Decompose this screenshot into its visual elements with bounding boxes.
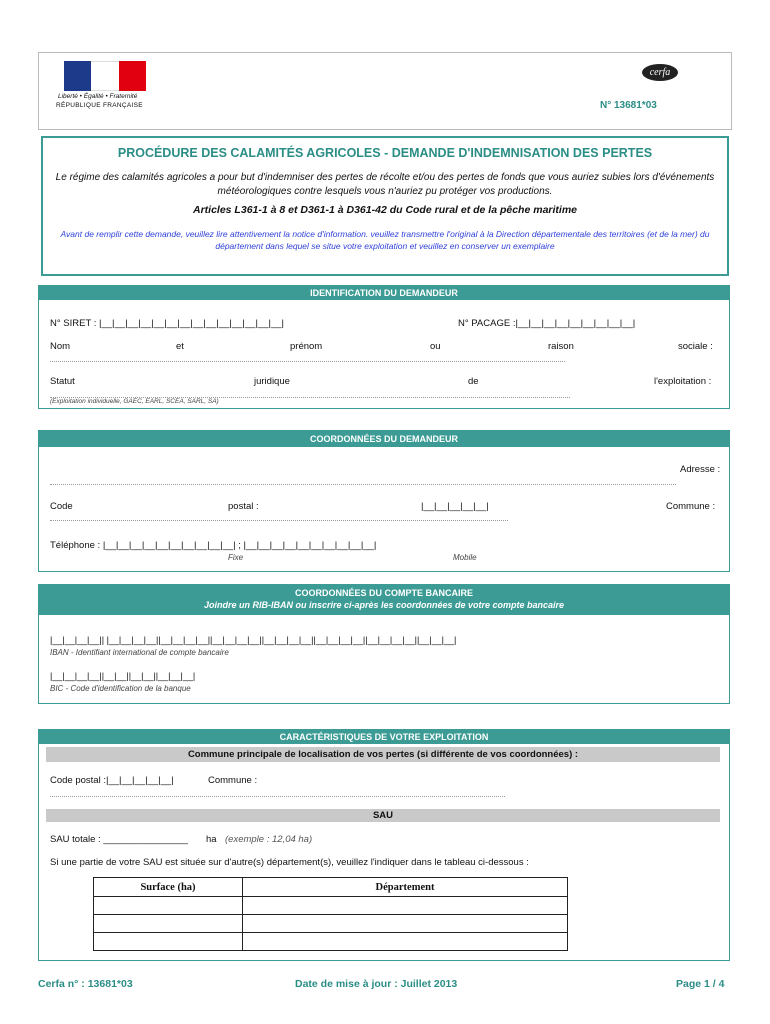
intro-text: Le régime des calamités agricoles a pour but d'indemniser des pertes de récolte et/ou des pertes de fonds que vous auriez subies lors d'événements météorologiques contre lesquels vous n'auriez pu protéger vos productions. xyxy=(55,172,715,197)
exploitation-commune-label: Commune : xyxy=(208,775,258,786)
iban-label: IBAN - Identifiant international de compte bancaire xyxy=(50,648,229,657)
table-row xyxy=(94,897,568,915)
commune-input-line[interactable] xyxy=(50,520,508,521)
commune-label: Commune : xyxy=(666,501,716,512)
banque-title: COORDONNÉES DU COMPTE BANCAIRE xyxy=(294,588,473,598)
nom-label: Nom xyxy=(50,341,71,352)
exemple-hint: (exemple : 12,04 ha) xyxy=(225,834,313,845)
siret-field[interactable]: N° SIRET : |__|__|__|__|__|__|__|__|__|__|__|__|__|__| xyxy=(50,318,284,329)
statut-label: l'exploitation : xyxy=(654,376,712,387)
departement-cell[interactable] xyxy=(243,897,568,915)
surface-header: Surface (ha) xyxy=(94,878,243,897)
notice-text: Avant de remplir cette demande, veuillez lire attentivement la notice d'information. veuillez transmettre l'original à la Direction départementale des territoires (et de la mer) du département dans lequel se situe votre exploitation et veuillez en conserver un exemplaire xyxy=(60,229,710,251)
code-postal-field[interactable]: |__|__|__|__|__| xyxy=(421,501,489,512)
statut-label: Statut xyxy=(50,376,75,387)
footer-date: Date de mise à jour : Juillet 2013 xyxy=(295,978,458,990)
departement-cell[interactable] xyxy=(243,915,568,933)
footer-cerfa: Cerfa n° : 13681*03 xyxy=(38,978,133,990)
nom-label: ou xyxy=(430,341,441,352)
adresse-label: Adresse : xyxy=(680,464,721,475)
exploitation-commune-line[interactable] xyxy=(50,796,505,797)
cerfa-number: N° 13681*03 xyxy=(600,100,657,111)
adresse-input-line[interactable] xyxy=(50,484,676,485)
nom-label: prénom xyxy=(290,341,323,352)
iban-field[interactable]: |__|__|__|__|| |__|__|__|__||__|__|__|__||__|__|__|__||__|__|__|__||__|__|__|__||__|__|__|__||__|__|__| xyxy=(50,635,457,645)
nom-label: raison xyxy=(548,341,574,352)
bic-field[interactable]: |__|__|__|__||__|__||__|__||__|__|__| xyxy=(50,671,196,681)
telephone-field[interactable]: Téléphone : |__|__|__|__|__|__|__|__|__|__| ; |__|__|__|__|__|__|__|__|__|__| xyxy=(50,540,377,551)
coordonnees-title: COORDONNÉES DU DEMANDEUR xyxy=(39,431,729,447)
departement-cell[interactable] xyxy=(243,933,568,951)
footer-page: Page 1 / 4 xyxy=(676,978,725,990)
exploitation-title: CARACTÉRISTIQUES DE VOTRE EXPLOITATION xyxy=(39,730,729,744)
nom-label: sociale : xyxy=(678,341,713,352)
bic-label: BIC - Code d'identification de la banque xyxy=(50,684,191,693)
marianne-logo xyxy=(54,57,154,115)
statut-hint: (Exploitation individuelle, GAEC, EARL, SCEA, SARL, SA) xyxy=(50,398,219,405)
code-label: Code xyxy=(50,501,73,512)
identification-title: IDENTIFICATION DU DEMANDEUR xyxy=(39,286,729,300)
french-flag-icon xyxy=(64,61,146,91)
ha-label: ha xyxy=(206,834,217,845)
exploitation-code-postal-field[interactable]: Code postal :|__|__|__|__|__| xyxy=(50,775,174,786)
form-title: PROCÉDURE DES CALAMITÉS AGRICOLES - DEMANDE D'INDEMNISATION DES PERTES xyxy=(117,146,653,160)
postal-label: postal : xyxy=(228,501,259,512)
cerfa-logo: cerfa xyxy=(642,64,678,81)
surface-cell[interactable] xyxy=(94,897,243,915)
nom-label: et xyxy=(176,341,184,352)
identification-section xyxy=(38,285,730,409)
surface-cell[interactable] xyxy=(94,915,243,933)
intro-box xyxy=(41,136,729,276)
sau-totale-field[interactable]: SAU totale : ________________ xyxy=(50,834,188,845)
departement-header: Département xyxy=(243,878,568,897)
nom-input-line[interactable] xyxy=(50,361,565,362)
pacage-field[interactable]: N° PACAGE :|__|__|__|__|__|__|__|__|__| xyxy=(458,318,636,329)
table-header-row xyxy=(94,878,568,897)
statut-label: juridique xyxy=(254,376,290,387)
articles-reference: Articles L361-1 à 8 et D361-1 à D361-42 du Code rural et de la pêche maritime xyxy=(193,204,577,216)
sau-bar: SAU xyxy=(46,809,720,822)
banque-header xyxy=(39,585,729,615)
si-partie-text: Si une partie de votre SAU est située sur d'autre(s) département(s), veuillez l'indiquer dans le tableau ci-dessous : xyxy=(50,857,529,868)
fixe-label: Fixe xyxy=(228,553,244,562)
motto: Liberté • Égalité • Fraternité xyxy=(58,93,138,100)
table-row xyxy=(94,915,568,933)
mobile-label: Mobile xyxy=(453,553,477,562)
commune-principale-bar: Commune principale de localisation de vos pertes (si différente de vos coordonnées) : xyxy=(46,747,720,762)
departement-table xyxy=(93,877,568,951)
statut-label: de xyxy=(468,376,479,387)
republique-francaise: RÉPUBLIQUE FRANÇAISE xyxy=(56,102,143,109)
table-row xyxy=(94,933,568,951)
surface-cell[interactable] xyxy=(94,933,243,951)
banque-subtitle: Joindre un RIB-IBAN ou inscrire ci-après les coordonnées de votre compte bancaire xyxy=(203,600,565,610)
